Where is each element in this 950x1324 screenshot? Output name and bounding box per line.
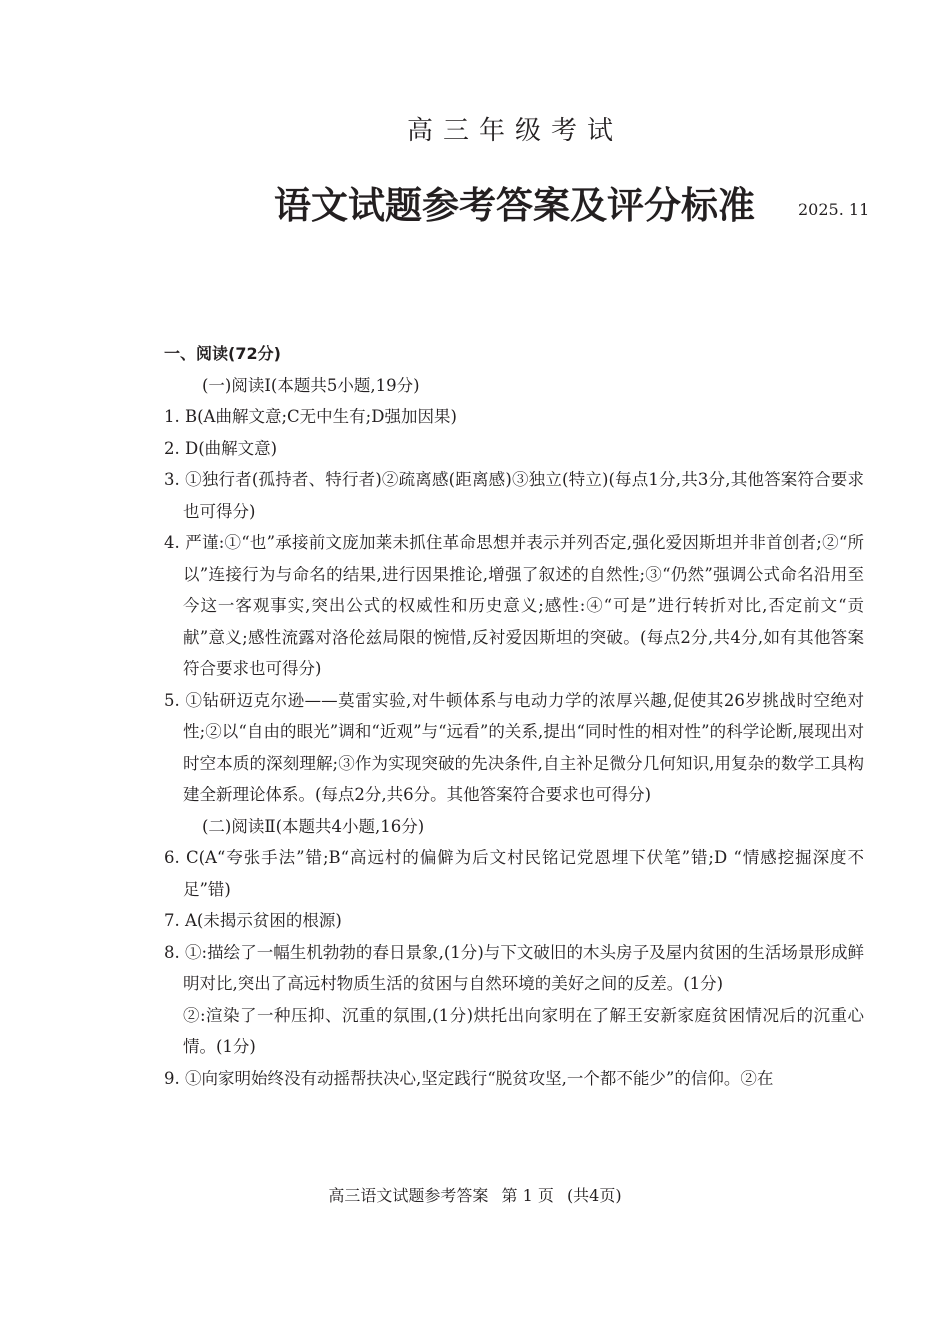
answer-item-5: 5. ①钻研迈克尔逊——莫雷实验,对牛顿体系与电动力学的浓厚兴趣,促使其26岁挑战时空绝对性;②以“自由的眼光”调和“近观”与“远看”的关系,提出“同时性的相对性”的科学论断,展现出对时空本质的深刻理解;③作为实现突破的先决条件,自主补足微分几何知识,用复杂的数学工具构建全新理论体系。(每点2分,共6分。其他答案符合要求也可得分) — [164, 690, 864, 804]
answer-item-8: 8. ①:描绘了一幅生机勃勃的春日景象,(1分)与下文破旧的木头房子及屋内贫困的生活场景形成鲜明对比,突出了高远村物质生活的贫困与自然环境的美好之间的反差。(1分) — [164, 942, 864, 993]
footer-page-number: 第 1 页 — [501, 1186, 554, 1205]
answer-item-1: 1. B(A曲解文意;C无中生有;D强加因果) — [164, 407, 457, 426]
exam-subtitle: 高三年级考试 — [406, 116, 623, 146]
document-title: 语文试题参考答案及评分标准 — [274, 183, 755, 227]
footer-total-pages: (共4页) — [566, 1186, 622, 1205]
subsection-heading-reading-1: (一)阅读Ⅰ(本题共5小题,19分) — [202, 375, 420, 395]
answer-content — [164, 338, 864, 1094]
answer-item-8-point-2: ②:渲染了一种压抑、沉重的氛围,(1分)烘托出向家明在了解王安新家庭贫困情况后的沉重心情。(1分) — [183, 1005, 864, 1056]
answer-item-9: 9. ①向家明始终没有动摇帮扶决心,坚定践行“脱贫攻坚,一个都不能少”的信仰。②在 — [164, 1068, 774, 1088]
answer-item-4: 4. 严谨:①“也”承接前文庞加莱未抓住革命思想并表示并列否定,强化爱因斯坦并非首创者;②“所以”连接行为与命名的结果,进行因果推论,增强了叙述的自然性;③“仍然”强调公式命名沿用至今这一客观事实,突出公式的权威性和历史意义;感性:④“可是”进行转折对比,否定前文“贡献”意义;感性流露对洛伦兹局限的惋惜,反衬爱因斯坦的突破。(每点2分,共4分,如有其他答案符合要求也可得分) — [164, 533, 864, 678]
footer-doc-name: 高三语文试题参考答案 — [328, 1186, 489, 1205]
page-footer — [0, 1183, 950, 1206]
answer-item-2: 2. D(曲解文意) — [164, 438, 278, 458]
document-date: 2025. 11 — [798, 200, 870, 219]
answer-item-6: 6. C(A“夸张手法”错;B“高远村的偏僻为后文村民铭记党恩埋下伏笔”错;D “情感挖掘深度不足”错) — [164, 848, 864, 899]
answer-item-7: 7. A(未揭示贫困的根源) — [164, 911, 342, 930]
subsection-heading-reading-2: (二)阅读Ⅱ(本题共4小题,16分) — [202, 816, 425, 836]
section-heading-reading: 一、阅读(72分) — [164, 344, 281, 363]
answer-item-3: 3. ①独行者(孤持者、特行者)②疏离感(距离感)③独立(特立)(每点1分,共3分,其他答案符合要求也可得分) — [164, 470, 864, 521]
